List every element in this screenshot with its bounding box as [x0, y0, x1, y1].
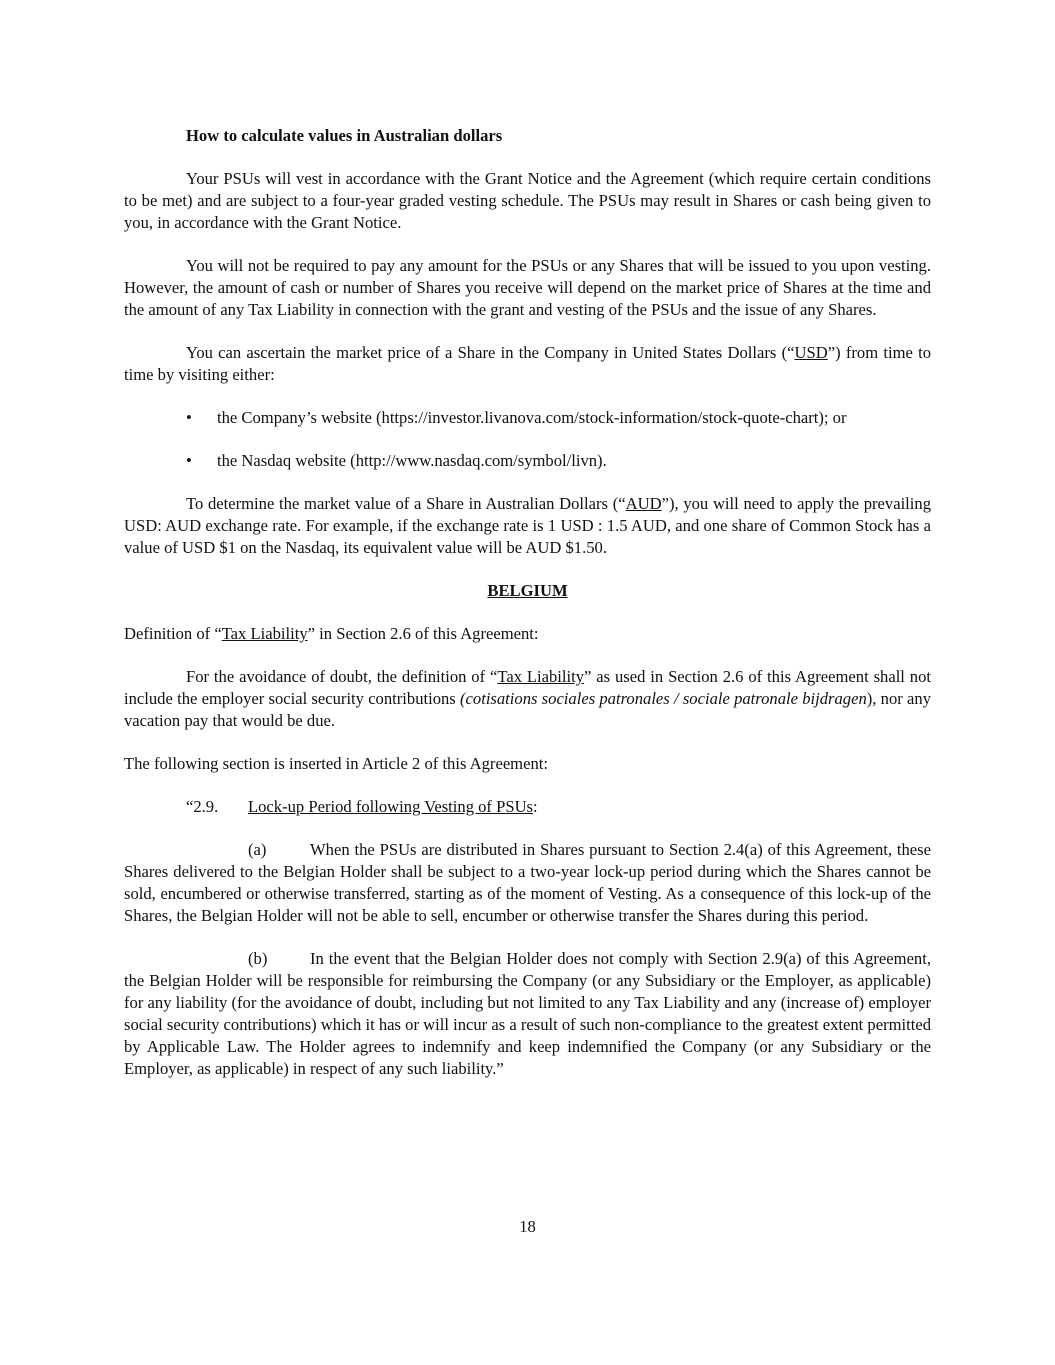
section-number: “2.9. [186, 797, 219, 816]
paragraph-tax-liability-definition [124, 623, 931, 645]
paragraph-market-price-text-1: You can ascertain the market price of a Share in the Company in United States Dollars (“ [186, 343, 795, 362]
list-item-company-website [124, 407, 931, 429]
list-item-nasdaq-website [124, 450, 931, 472]
avoidance-italic-french-dutch: (cotisations sociales patronales / sociale patronale bijdragen [460, 689, 867, 708]
subsection-a [124, 839, 931, 927]
aud-defined-term: AUD [625, 494, 662, 513]
bullet-icon: • [186, 451, 192, 470]
tax-liability-term: Tax Liability [497, 667, 585, 686]
avoidance-text-1: For the avoidance of doubt, the definition of “ [186, 667, 498, 686]
paragraph-avoidance-of-doubt [124, 666, 931, 732]
list-item-text: the Nasdaq website (http://www.nasdaq.com/symbol/livn). [217, 451, 607, 470]
section-heading-australian-dollars: How to calculate values in Australian dollars [186, 126, 503, 145]
document-body [124, 125, 931, 1101]
definition-text-2: ” in Section 2.6 of this Agreement: [307, 624, 539, 643]
page-number: 18 [519, 1217, 536, 1236]
paragraph-exchange-rate-text-2: ”), you will need to apply the prevailing USD: AUD exchange rate. For example, if the exchange rate is 1 USD : 1.5 AUD, and one share of Common Stock has a value of USD $1 on the Nasdaq, its equivalent value will be AUD $1.50. [124, 494, 931, 557]
paragraph-market-price [124, 342, 931, 386]
paragraph-market-price-text-2: ”) from time to time by visiting either: [124, 343, 931, 384]
paragraph-exchange-rate-text-1: To determine the market value of a Share in Australian Dollars (“ [186, 494, 626, 513]
section-title-suffix: : [533, 797, 538, 816]
bullet-icon: • [186, 408, 192, 427]
subsection-b-label: (b) [248, 949, 268, 968]
paragraph-vesting: Your PSUs will vest in accordance with the Grant Notice and the Agreement (which require certain conditions to be met) and are subject to a four-year graded vesting schedule. The PSUs may result in Shares or cash being given to you, in accordance with the Grant Notice. [124, 169, 931, 232]
definition-text-1: Definition of “ [124, 624, 222, 643]
avoidance-text-3: ), nor any vacation pay that would be due. [124, 689, 931, 730]
avoidance-text-2: ” as used in Section 2.6 of this Agreement shall not include the employer social security contributions [124, 667, 932, 708]
section-2-9-heading [124, 796, 931, 818]
paragraph-payment: You will not be required to pay any amount for the PSUs or any Shares that will be issued to you upon vesting. However, the amount of cash or number of Shares you receive will depend on the market price of Shares at the time and the amount of any Tax Liability in connection with the grant and vesting of the PSUs and the issue of any Shares. [124, 256, 931, 319]
country-heading-belgium: BELGIUM [487, 581, 568, 600]
paragraph-exchange-rate [124, 493, 931, 559]
subsection-a-label: (a) [248, 840, 267, 859]
subsection-b [124, 948, 931, 1080]
paragraph-section-inserted: The following section is inserted in Article 2 of this Agreement: [124, 754, 548, 773]
list-item-text: the Company’s website (https://investor.livanova.com/stock-information/stock-quote-chart); or [217, 408, 847, 427]
subsection-a-text: When the PSUs are distributed in Shares pursuant to Section 2.4(a) of this Agreement, these Shares delivered to the Belgian Holder shall be subject to a two-year lock-up period during which the Shares cannot be sold, encumbered or otherwise transferred, starting as of the moment of Vesting. As a consequence of this lock-up of the Shares, the Belgian Holder will not be able to sell, encumber or otherwise transfer the Shares during this period. [124, 840, 931, 925]
tax-liability-term: Tax Liability [221, 624, 308, 643]
subsection-b-text: In the event that the Belgian Holder does not comply with Section 2.9(a) of this Agreement, the Belgian Holder will be responsible for reimbursing the Company (or any Subsidiary or the Employer, as applicable) for any liability (for the avoidance of doubt, including but not limited to any Tax Liability and any (increase of) employer social security contributions) which it has or will incur as a result of such non-compliance to the greatest extent permitted by Applicable Law. The Holder agrees to indemnify and keep indemnified the Company (or any Subsidiary or the Employer, as applicable) in respect of any such liability.” [124, 949, 931, 1078]
usd-defined-term: USD [794, 343, 828, 362]
section-title: Lock-up Period following Vesting of PSUs [248, 797, 534, 816]
